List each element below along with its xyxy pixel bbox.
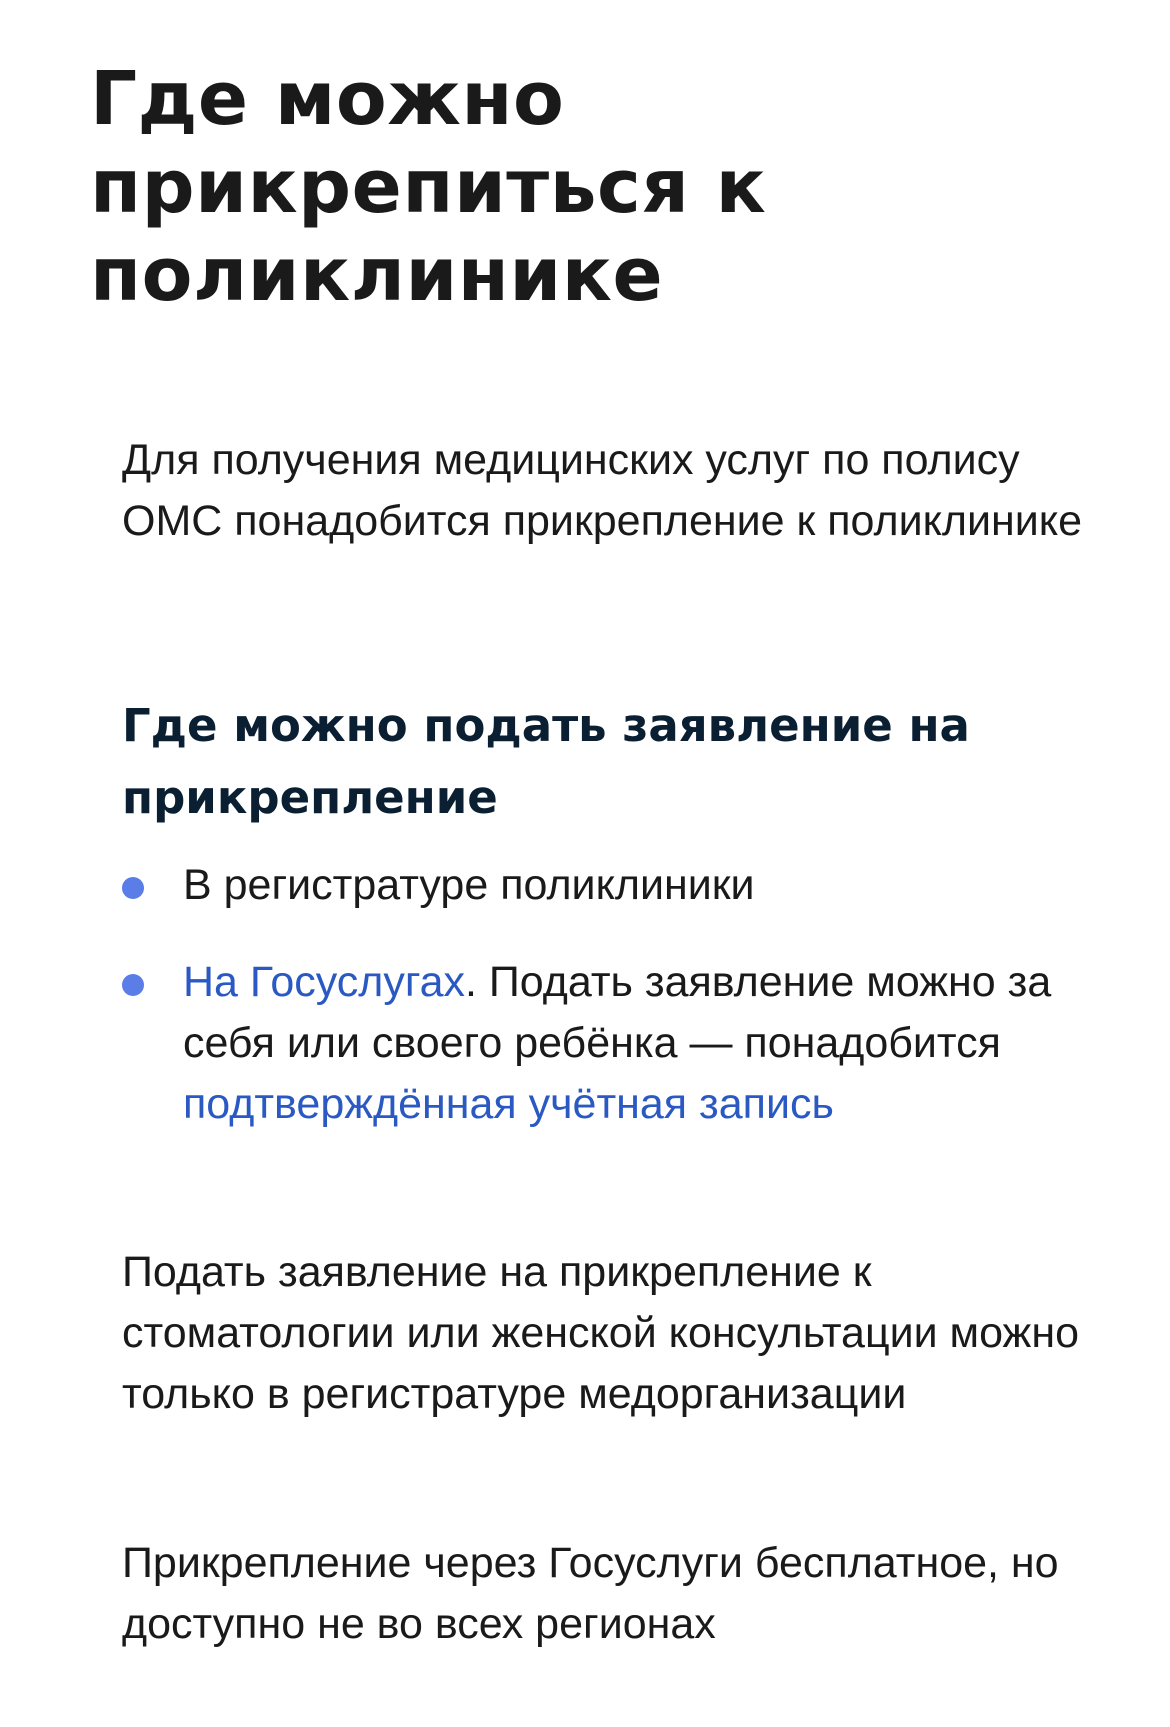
section-heading: Где можно подать заявление на прикрепление [122,699,970,824]
list-item-registry [122,855,1082,916]
specialized-clinics-note: Подать заявление на прикрепление к стоматологии или женской консультации можно только в регистратуре медорганизации [122,1248,1079,1418]
bullet-dot-icon [122,974,144,996]
list-item-text: . Подать заявление можно за себя или своего ребёнка — понадобится [183,958,1052,1067]
intro-paragraph: Для получения медицинских услуг по полису ОМС понадобится прикрепление к поликлинике [122,436,1083,545]
verified-account-link[interactable]: подтверждённая учётная запись [183,1080,834,1128]
list-item-gosuslugi [122,952,1082,1135]
regions-availability-note: Прикрепление через Госуслуги бесплатное, но доступно не во всех регионах [122,1539,1059,1648]
gosuslugi-link[interactable]: На Госуслугах [183,958,465,1006]
application-options-list [122,855,1082,1171]
bullet-dot-icon [122,877,144,899]
page-title: Где можно прикрепиться к поликлинике [90,56,767,318]
list-item-text: В регистратуре поликлиники [183,861,755,909]
